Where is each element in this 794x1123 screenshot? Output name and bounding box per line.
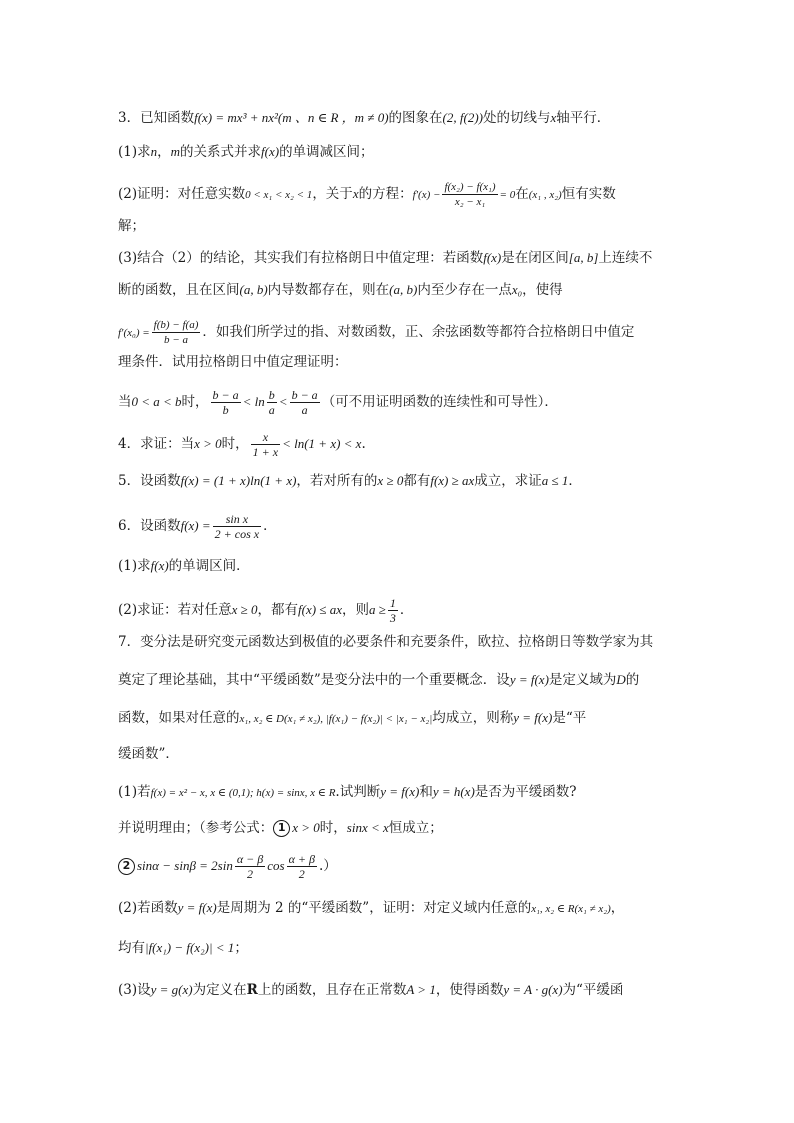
text: ；	[234, 940, 248, 956]
math: (a, b)	[389, 282, 418, 297]
circled-number-1: 1	[273, 820, 290, 837]
fraction	[211, 388, 241, 417]
text: (1)若	[118, 784, 151, 800]
text: 并说明理由；（参考公式：	[118, 820, 274, 836]
text: 解；	[118, 218, 145, 234]
text: 是“平	[552, 710, 587, 726]
text: .试判断	[335, 784, 381, 800]
text: 时，	[181, 394, 209, 410]
text: 的方程：	[358, 186, 413, 202]
math: D	[616, 672, 626, 687]
text: .	[361, 436, 366, 452]
denominator: b − a	[164, 334, 188, 346]
text: ．	[568, 473, 582, 489]
circled-number-2: 2	[118, 858, 135, 875]
text: 为定义在	[192, 982, 247, 998]
denominator: 1 + x	[252, 445, 279, 459]
math: < ln	[242, 394, 265, 409]
problem-7-q2-l2	[118, 938, 682, 958]
math: f(x) = (1 + x)ln(1 + x)	[180, 473, 297, 488]
math: 0 < x₁ < x₂ < 1	[245, 189, 313, 201]
math: sinx < x	[346, 820, 389, 835]
problem-3-q3-l4	[118, 352, 682, 372]
text: 4．求证：当	[118, 436, 195, 452]
numerator: 1	[389, 596, 396, 610]
math: < ln(1 + x) < x	[282, 436, 362, 451]
problem-3-q3-l5	[118, 388, 682, 417]
problem-7-l3	[118, 708, 682, 729]
fraction	[235, 852, 265, 881]
math: y = f(x)	[509, 672, 549, 687]
text: (2)若函数	[118, 900, 178, 916]
math: R	[246, 982, 258, 998]
math: A > 1	[406, 982, 436, 997]
math: y = f(x)	[513, 710, 553, 725]
text: 的	[625, 672, 640, 688]
math: n	[150, 144, 158, 159]
math: [a, b]	[568, 250, 599, 265]
problem-3-q3-l2	[118, 280, 682, 300]
denominator: b	[222, 403, 229, 417]
fraction	[442, 180, 497, 209]
fraction	[388, 596, 398, 625]
math: x > 0	[194, 436, 222, 451]
text: 5．设函数	[118, 473, 181, 489]
numerator: α + β	[288, 852, 315, 866]
text: 函数，如果对任意的	[118, 710, 240, 726]
problem-7-q2	[118, 898, 682, 919]
text: ，使得	[522, 282, 563, 298]
numerator: f(b) − f(a)	[153, 319, 199, 331]
text: ．	[399, 602, 414, 618]
problem-3-stem	[118, 108, 682, 128]
text: ，若对所有的	[296, 473, 378, 489]
math: f(x)	[483, 250, 502, 265]
math: = 0	[499, 189, 516, 201]
numerator: b − a	[291, 388, 318, 402]
math: x ≥ 0	[377, 473, 404, 488]
text: 恒成立；	[388, 820, 443, 836]
text: 内至少存在一点	[417, 282, 512, 298]
math: f(x)	[150, 558, 169, 573]
text: 均成立，则称	[432, 710, 514, 726]
text: ．	[263, 518, 277, 534]
math: x₁, x₂ ∈ D(x₁ ≠ x₂), |f(x₁) − f(x₂)| < |x₁ − x₂|	[239, 713, 433, 725]
math: sinα − sinβ = 2sin	[137, 858, 233, 873]
text: 缓函数”．	[118, 746, 179, 762]
math: |f(x₁) − f(x₂)| < 1	[145, 940, 235, 955]
text: 是周期为 2 的“平缓函数”，证明：对定义域内任意的	[216, 900, 532, 916]
text: (3)结合（2）的结论，其实我们有拉格朗日中值定理：若函数	[118, 250, 484, 266]
text: 均有	[118, 940, 145, 956]
numerator: b	[268, 388, 275, 402]
text: (1)求	[118, 144, 151, 160]
math: f(x)	[261, 144, 280, 159]
math: (a, b)	[239, 282, 268, 297]
denominator: 2 + cos x	[214, 527, 260, 541]
problem-6	[118, 512, 682, 541]
fraction	[213, 512, 261, 541]
text: ，	[157, 144, 171, 160]
problem-7-q1-l3	[118, 852, 682, 881]
fraction	[251, 430, 280, 459]
problem-6-q2	[118, 596, 682, 625]
math: y = A · g(x)	[503, 982, 563, 997]
text: 的单调区间．	[168, 558, 250, 574]
text: 为“平缓函	[562, 982, 624, 998]
problem-5	[118, 471, 682, 491]
text: 是在闭区间	[501, 250, 569, 266]
math: f(x) = x² − x, x ∈ (0,1); h(x) = sinx, x ∈ R	[150, 787, 336, 799]
text: 3．已知函数	[118, 110, 195, 126]
text: .）	[318, 858, 337, 874]
text: 是定义域为	[548, 672, 617, 688]
math: f(x) ≤ ax	[298, 602, 342, 617]
text: 处的切线与	[482, 110, 551, 126]
problem-7-l1	[118, 632, 682, 652]
math: x₀	[511, 282, 523, 297]
text: (2)求证：若对任意	[118, 602, 232, 618]
text: 奠定了理论基础，其中“平缓函数”是变分法中的一个重要概念．设	[118, 672, 510, 688]
text: 时，	[319, 820, 347, 836]
math: y = f(x)	[177, 900, 217, 915]
text: ．如我们所学过的指、对数函数，正、余弦函数等都符合拉格朗日中值定	[202, 324, 635, 340]
text: ，则	[341, 602, 369, 618]
problem-7-l4	[118, 744, 682, 764]
text: 7．变分法是研究变元函数达到极值的必要条件和充要条件，欧拉、拉格朗日等数学家为其	[118, 634, 654, 650]
math: 0 < a < b	[131, 394, 182, 409]
text: 都有	[403, 473, 431, 489]
text: 内导数都存在，则在	[267, 282, 390, 298]
text: ，	[610, 900, 625, 916]
math: y = f(x)	[380, 784, 420, 799]
text: 的关系式并求	[180, 144, 262, 160]
text: (1)求	[118, 558, 151, 574]
math: x	[352, 186, 359, 201]
text: 是否为平缓函数?	[474, 784, 577, 800]
numerator: x	[251, 430, 280, 445]
math: <	[278, 394, 288, 409]
text: 上的函数，且存在正常数	[257, 982, 407, 998]
problem-7-q1	[118, 782, 682, 803]
fraction	[290, 388, 320, 417]
text: 6．设函数	[118, 518, 181, 534]
denominator: 2	[298, 867, 305, 881]
text: 轴平行．	[556, 110, 611, 126]
math: x	[550, 110, 557, 125]
problem-4	[118, 430, 682, 459]
text: 的单调减区间；	[279, 144, 374, 160]
problem-3-q1	[118, 142, 682, 162]
math: x ≥ 0	[231, 602, 258, 617]
problem-3-q3-l3	[118, 318, 682, 347]
math: a ≥	[368, 602, 386, 617]
math: y = g(x)	[150, 982, 193, 997]
text: 断的函数，且在区间	[118, 282, 240, 298]
math: f′(x₀) =	[118, 327, 150, 339]
text: 理条件．试用拉格朗日中值定理证明：	[118, 354, 348, 370]
denominator: 3	[389, 611, 396, 625]
fraction	[152, 318, 201, 347]
math: (2, f(2))	[442, 110, 483, 125]
problem-3-q2-cont	[118, 216, 682, 236]
text: ，关于	[312, 186, 353, 202]
text: ，都有	[257, 602, 299, 618]
denominator: 2	[247, 867, 254, 881]
fraction	[287, 852, 317, 881]
text: (3)设	[118, 982, 151, 998]
text: ，使得函数	[435, 982, 504, 998]
numerator: α − β	[236, 852, 264, 866]
math: f(x) ≥ ax	[430, 473, 475, 488]
text: (2)证明：对任意实数	[118, 186, 246, 202]
math: f(x) = mx³ + nx²(m 、n ∈ R ，m ≠ 0)	[194, 110, 389, 125]
problem-3-q3	[118, 248, 682, 268]
problem-3-q2	[118, 180, 682, 209]
numerator: b − a	[212, 388, 239, 402]
problem-6-q1	[118, 556, 682, 576]
numerator: sin x	[213, 512, 261, 527]
math: a ≤ 1	[541, 473, 569, 488]
text: 上连续不	[598, 250, 653, 266]
math: m	[170, 144, 181, 159]
math: f(x) =	[180, 518, 211, 533]
denominator: x₂ − x₁	[454, 196, 486, 208]
text: 的图象在	[388, 110, 443, 126]
fraction	[267, 388, 277, 417]
math: cos	[267, 858, 285, 873]
denominator: a	[268, 403, 275, 417]
math: x₁, x₂ ∈ R(x₁ ≠ x₂)	[531, 903, 611, 915]
text: 和	[419, 784, 433, 800]
text: 时，	[221, 436, 249, 452]
problem-7-l2	[118, 670, 682, 690]
text: （可不用证明函数的连续性和可导性）．	[321, 394, 558, 410]
problem-7-q1-l2	[118, 818, 682, 838]
math: f′(x) −	[412, 189, 441, 201]
math: (x₁ , x₂)	[528, 189, 562, 201]
text: 恒有实数	[561, 186, 616, 202]
text: 成立，求证	[474, 473, 542, 489]
math: y = h(x)	[432, 784, 475, 799]
numerator: f(x₂) − f(x₁)	[444, 181, 496, 193]
text: 在	[515, 186, 529, 202]
text: 当	[118, 394, 132, 410]
denominator: a	[301, 403, 308, 417]
math: x > 0	[292, 820, 320, 835]
problem-7-q3	[118, 980, 682, 1000]
